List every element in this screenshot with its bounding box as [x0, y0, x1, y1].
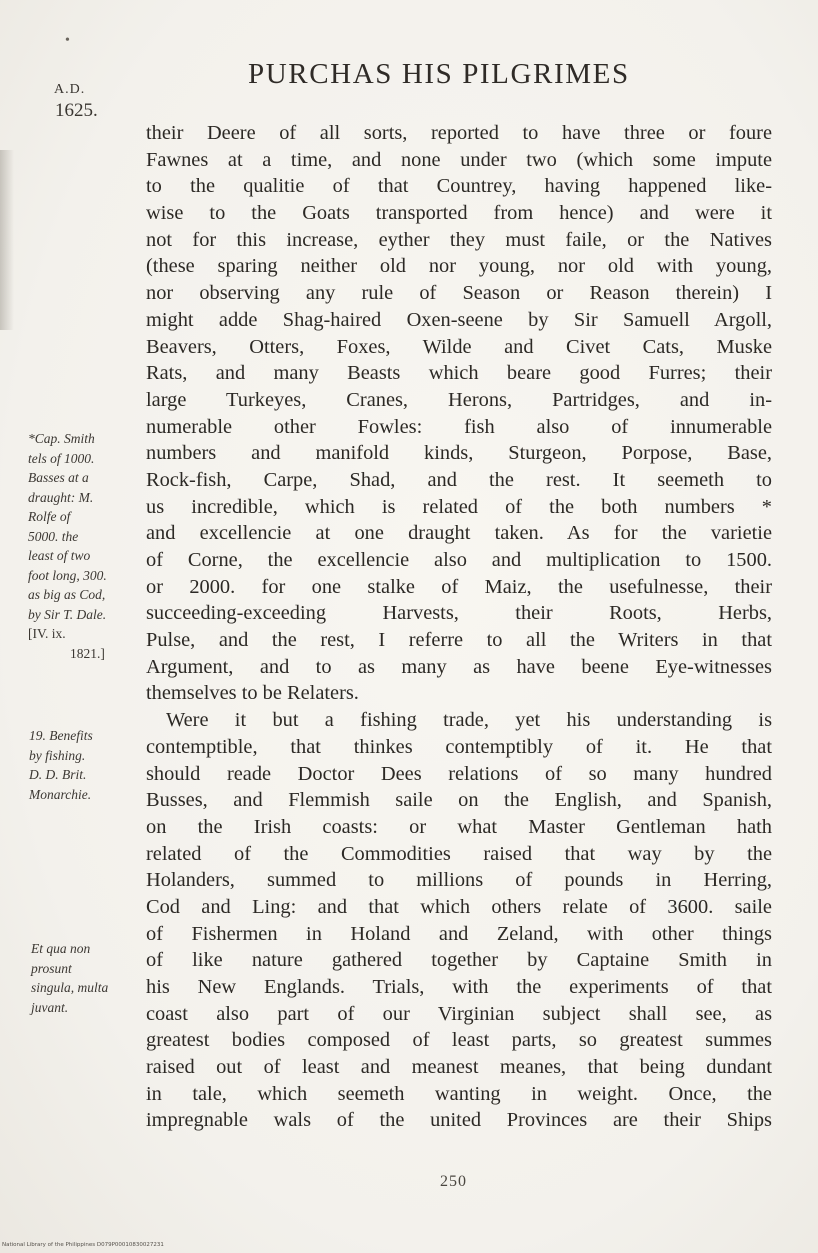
- text-line: and excellencie at one draught taken. As for the varietie: [146, 522, 772, 545]
- margin-year-value: 1625.: [55, 100, 98, 121]
- text-line: in tale, which seemeth wanting in weight. Once, the: [146, 1082, 772, 1105]
- side-note-line: tels of 1000.: [28, 450, 95, 466]
- page-edge-shadow: [0, 150, 14, 330]
- text-line: might adde Shag-haired Oxen-seene by Sir Samuell Argoll,: [146, 308, 772, 331]
- side-note-benefits: [29, 726, 93, 804]
- side-note-line: juvant.: [31, 999, 69, 1015]
- side-note-line: D. D. Brit.: [29, 767, 87, 782]
- text-line: large Turkeyes, Cranes, Herons, Partridges, and in-: [146, 388, 772, 411]
- paragraph-start-line: Were it but a fishing trade, yet his understanding is: [166, 709, 772, 732]
- text-line: numerable other Fowles: fish also of innumerable: [146, 415, 772, 438]
- side-note-line: Basses at a: [28, 470, 89, 485]
- text-line: Rats, and many Beasts which beare good Furres; their: [146, 362, 772, 385]
- text-line: their Deere of all sorts, reported to have three or foure: [146, 122, 772, 144]
- running-head-title: PURCHAS HIS PILGRIMES: [248, 58, 630, 90]
- text-line: Holanders, summed to millions of pounds in Herring,: [146, 869, 772, 892]
- side-note-line: *Cap. Smith: [28, 431, 95, 446]
- page-number: 250: [440, 1173, 467, 1190]
- text-line: related of the Commodities raised that way by the: [146, 842, 772, 865]
- side-note-line: Monarchie.: [29, 786, 92, 802]
- text-line: (these sparing neither old nor young, nor old with young,: [146, 255, 772, 278]
- text-line: succeeding-exceeding Harvests, their Roots, Herbs,: [146, 602, 772, 625]
- side-note-smith: [28, 429, 107, 663]
- side-note-line: by Sir T. Dale.: [28, 606, 107, 622]
- side-note-line: 5000. the: [28, 528, 79, 544]
- text-line: numbers and manifold kinds, Sturgeon, Porpose, Base,: [146, 442, 772, 465]
- margin-year-label: A.D.: [54, 82, 86, 97]
- side-note-line: 19. Benefits: [29, 728, 93, 743]
- text-line: should reade Doctor Dees relations of so many hundred: [146, 762, 772, 785]
- side-note-line: Rolfe of: [28, 509, 71, 524]
- side-note-line: least of two: [28, 548, 91, 563]
- text-line: to the qualitie of that Countrey, having happened like-: [146, 175, 772, 198]
- text-line: his New Englands. Trials, with the experiments of that: [146, 976, 772, 998]
- library-stamp: National Library of the Philippines D079P00010830027231: [2, 1242, 164, 1248]
- text-line: wise to the Goats transported from hence) and were it: [146, 202, 772, 225]
- text-line: or 2000. for one stalke of Maiz, the usefulnesse, their: [146, 575, 772, 598]
- side-note-line: draught: M.: [28, 489, 94, 505]
- side-note-line: [IV. ix.: [28, 626, 66, 641]
- side-note-line: prosunt: [31, 960, 72, 976]
- side-note-line: singula, multa: [31, 980, 109, 995]
- text-line: of Corne, the excellencie also and multiplication to 1500.: [146, 549, 772, 571]
- paragraph-end-line: themselves to be Relaters.: [146, 682, 359, 705]
- text-line: greatest bodies composed of least parts, so greatest summes: [146, 1029, 772, 1052]
- text-line: nor observing any rule of Season or Reason therein) I: [146, 282, 772, 305]
- text-line: Cod and Ling: and that which others relate of 3600. saile: [146, 895, 772, 918]
- text-line: impregnable wals of the united Provinces are their Ships: [146, 1109, 772, 1132]
- side-note-line: Et qua non: [31, 941, 91, 956]
- side-note-line: by fishing.: [29, 747, 86, 763]
- text-line: Pulse, and the rest, I referre to all the Writers in that: [146, 629, 772, 652]
- main-text-block: [146, 120, 772, 1134]
- side-note-line: 1821.]: [70, 645, 105, 661]
- text-line: Fawnes at a time, and none under two (which some impute: [146, 148, 772, 171]
- text-line: Beavers, Otters, Foxes, Wilde and Civet Cats, Muske: [146, 335, 772, 358]
- text-line: Busses, and Flemmish saile on the English, and Spanish,: [146, 789, 772, 812]
- text-line: not for this increase, eyther they must faile, or the Natives: [146, 228, 772, 251]
- printer-mark: •: [65, 33, 70, 48]
- text-line: of like nature gathered together by Captaine Smith in: [146, 949, 772, 972]
- text-line: Argument, and to as many as have beene Eye-witnesses: [146, 655, 772, 678]
- text-line: us incredible, which is related of the both numbers *: [146, 495, 772, 518]
- text-line: Rock-fish, Carpe, Shad, and the rest. It seemeth to: [146, 468, 772, 491]
- side-note-line: as big as Cod,: [28, 587, 106, 602]
- side-note-latin: [31, 939, 108, 1017]
- text-line: on the Irish coasts: or what Master Gentleman hath: [146, 815, 772, 838]
- text-line: raised out of least and meanest meanes, that being dundant: [146, 1056, 772, 1079]
- text-line: of Fishermen in Holand and Zeland, with other things: [146, 922, 772, 945]
- side-note-line: foot long, 300.: [28, 567, 107, 583]
- text-line: coast also part of our Virginian subject shall see, as: [146, 1002, 772, 1025]
- text-line: contemptible, that thinkes contemptibly of it. He that: [146, 735, 772, 758]
